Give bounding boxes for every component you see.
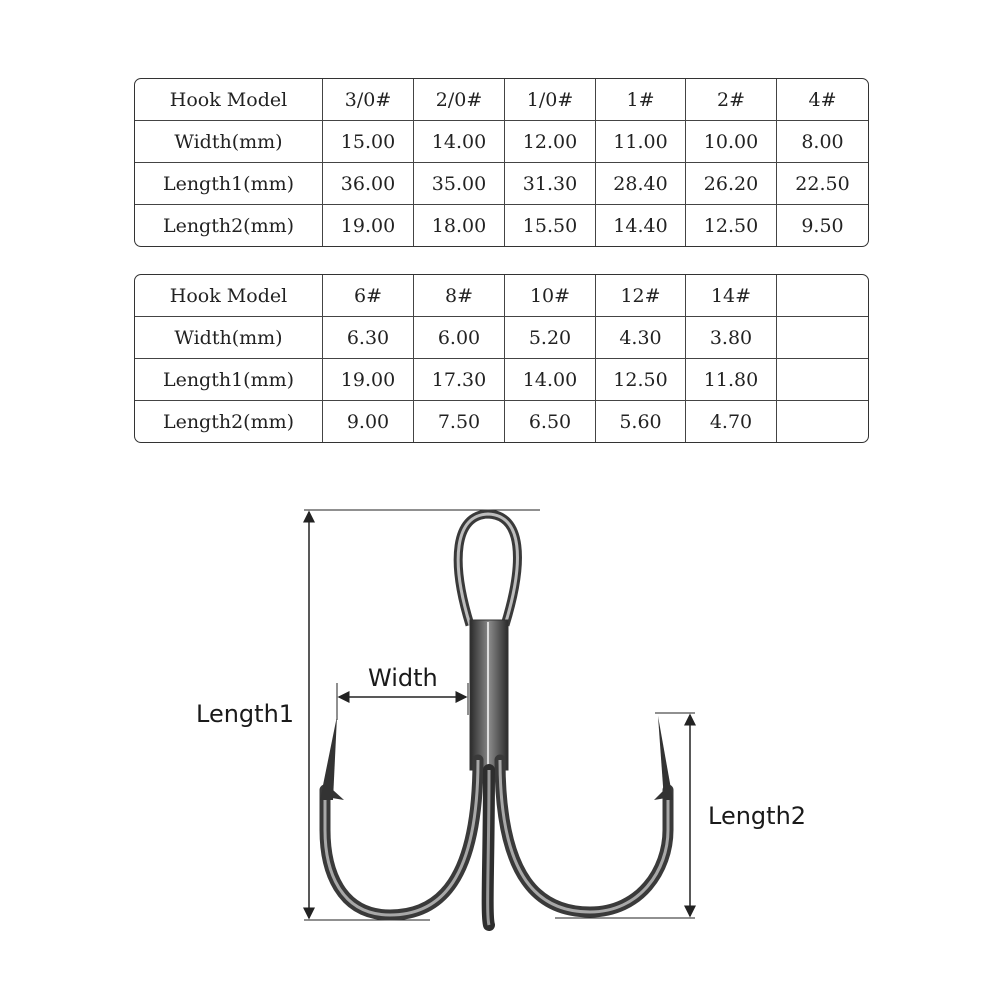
table-row (135, 121, 868, 163)
row-label: Length1(mm) (135, 163, 323, 205)
row-label: Width(mm) (135, 121, 323, 163)
empty-cell (777, 275, 868, 317)
header-cell: 3/0# (323, 79, 414, 121)
table-cell: 26.20 (686, 163, 777, 205)
header-cell: Hook Model (135, 275, 323, 317)
length2-dimension (555, 713, 695, 918)
table-cell: 15.50 (505, 205, 596, 246)
header-cell: 1# (596, 79, 686, 121)
table-cell: 19.00 (323, 205, 414, 246)
table-cell: 12.00 (505, 121, 596, 163)
table-cell: 22.50 (777, 163, 868, 205)
empty-cell (777, 317, 868, 359)
hook-size-table-2 (134, 274, 869, 443)
table-cell: 6.50 (505, 401, 596, 442)
table-cell: 35.00 (414, 163, 505, 205)
table-header-row (135, 275, 868, 317)
table-row (135, 359, 868, 401)
hook-size-table-1 (134, 78, 869, 247)
header-cell: 1/0# (505, 79, 596, 121)
hook-illustration (320, 514, 673, 925)
length2-label: Length2 (708, 802, 807, 830)
width-label: Width (368, 664, 438, 692)
empty-cell (777, 401, 868, 442)
table-cell: 6.30 (323, 317, 414, 359)
header-cell: 6# (323, 275, 414, 317)
table-cell: 5.20 (505, 317, 596, 359)
table-cell: 18.00 (414, 205, 505, 246)
table-cell: 14.00 (505, 359, 596, 401)
empty-cell (777, 359, 868, 401)
header-cell: 10# (505, 275, 596, 317)
table-cell: 12.50 (686, 205, 777, 246)
table-cell: 10.00 (686, 121, 777, 163)
table-cell: 19.00 (323, 359, 414, 401)
row-label: Length2(mm) (135, 205, 323, 246)
table-cell: 31.30 (505, 163, 596, 205)
header-cell: Hook Model (135, 79, 323, 121)
table-cell: 6.00 (414, 317, 505, 359)
header-cell: 2/0# (414, 79, 505, 121)
header-cell: 12# (596, 275, 686, 317)
table-cell: 4.70 (686, 401, 777, 442)
table-cell: 4.30 (596, 317, 686, 359)
table-cell: 15.00 (323, 121, 414, 163)
table-cell: 11.00 (596, 121, 686, 163)
table-cell: 8.00 (777, 121, 868, 163)
row-label: Width(mm) (135, 317, 323, 359)
table-cell: 11.80 (686, 359, 777, 401)
header-cell: 8# (414, 275, 505, 317)
table-cell: 36.00 (323, 163, 414, 205)
table-cell: 28.40 (596, 163, 686, 205)
table-cell: 3.80 (686, 317, 777, 359)
header-cell: 14# (686, 275, 777, 317)
table-row (135, 205, 868, 246)
table-row (135, 401, 868, 442)
table-row (135, 163, 868, 205)
table-cell: 12.50 (596, 359, 686, 401)
table-header-row (135, 79, 868, 121)
table-cell: 7.50 (414, 401, 505, 442)
table-cell: 14.40 (596, 205, 686, 246)
row-label: Length1(mm) (135, 359, 323, 401)
header-cell: 2# (686, 79, 777, 121)
table-cell: 9.00 (323, 401, 414, 442)
header-cell: 4# (777, 79, 868, 121)
table-cell: 9.50 (801, 214, 844, 237)
row-label: Length2(mm) (135, 401, 323, 442)
table-cell: 5.60 (596, 401, 686, 442)
treble-hook-diagram (0, 490, 1000, 950)
length1-label: Length1 (196, 700, 295, 728)
table-cell: 17.30 (414, 359, 505, 401)
table-cell: 14.00 (414, 121, 505, 163)
table-row (135, 317, 868, 359)
